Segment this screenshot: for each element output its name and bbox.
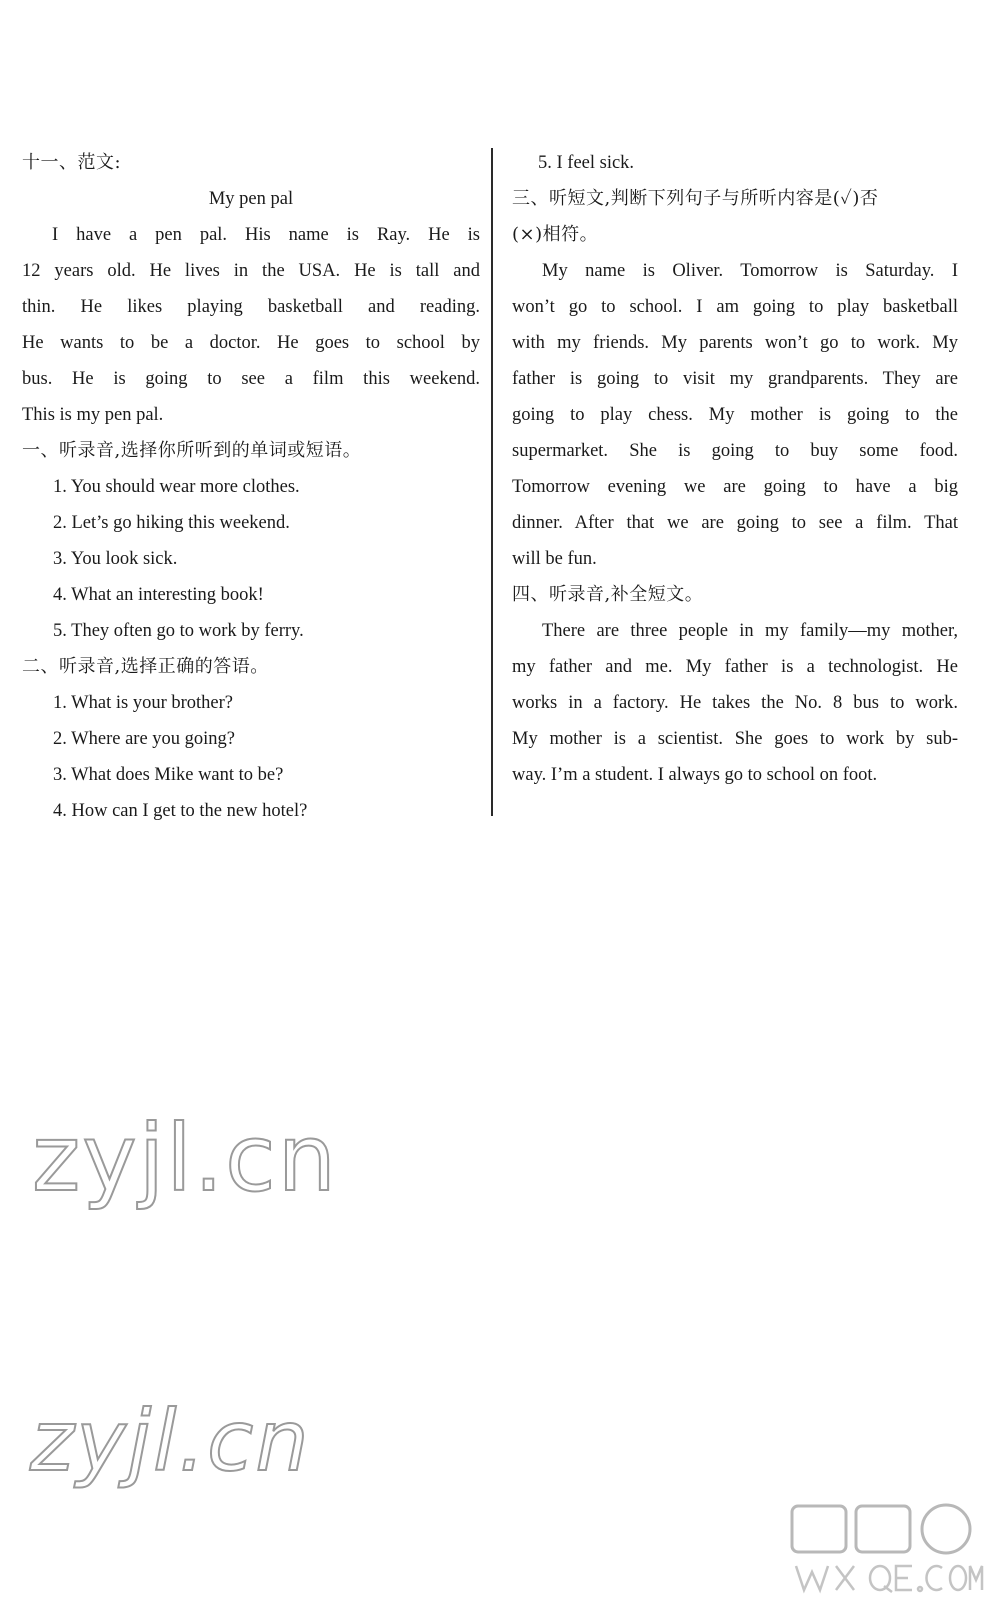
section3-heading-cont: (×)相符。 — [512, 224, 599, 245]
section4-line: my father and me. My father is a technologist. He — [512, 657, 958, 677]
section3-line: won’t go to school. I am going to play basketball — [512, 297, 958, 317]
section4-line: way. I’m a student. I always go to school on foot. — [512, 765, 878, 785]
essay-heading: 十一、范文: — [22, 152, 122, 173]
section1-item: 5. They often go to work by ferry. — [53, 621, 304, 641]
section3-line: Tomorrow evening we are going to have a big — [512, 477, 958, 497]
section2-item: 4. How can I get to the new hotel? — [53, 801, 308, 821]
section2-item: 1. What is your brother? — [53, 693, 233, 713]
section4-line: works in a factory. He takes the No. 8 bus to work. — [512, 693, 958, 713]
section3-line: going to play chess. My mother is going to the — [512, 405, 958, 425]
section2-heading: 二、听录音,选择正确的答语。 — [22, 656, 269, 677]
section3-line: with my friends. My parents won’t go to work. My — [512, 333, 958, 353]
section3-line: will be fun. — [512, 549, 597, 569]
essay-line: He wants to be a doctor. He goes to school by — [22, 333, 480, 353]
section3-line: father is going to visit my grandparents. They are — [512, 369, 958, 389]
section2-item: 2. Where are you going? — [53, 729, 236, 749]
essay-line: thin. He likes playing basketball and reading. — [22, 297, 480, 317]
right-column — [512, 145, 958, 793]
essay-line: 12 years old. He lives in the USA. He is tall and — [22, 261, 480, 281]
site-logo — [786, 1500, 986, 1596]
section4-heading: 四、听录音,补全短文。 — [512, 584, 704, 605]
watermark: zyjl.cn — [32, 1105, 338, 1212]
watermark: zyjl.cn — [30, 1392, 311, 1490]
section1-heading: 一、听录音,选择你所听到的单词或短语。 — [22, 440, 362, 461]
section1-item: 1. You should wear more clothes. — [53, 477, 300, 497]
column-divider — [491, 148, 493, 816]
section3-line: supermarket. She is going to buy some food. — [512, 441, 958, 461]
section4-line: There are three people in my family—my mother, — [542, 621, 958, 641]
essay-title: My pen pal — [208, 189, 294, 209]
section1-item: 2. Let’s go hiking this weekend. — [53, 513, 290, 533]
section2-item: 3. What does Mike want to be? — [53, 765, 284, 785]
left-column — [22, 145, 480, 829]
section3-line: My name is Oliver. Tomorrow is Saturday. I — [542, 261, 958, 281]
essay-line: I have a pen pal. His name is Ray. He is — [52, 225, 480, 245]
section1-item: 4. What an interesting book! — [53, 585, 264, 605]
section2-item: 5. I feel sick. — [538, 153, 635, 173]
section1-item: 3. You look sick. — [53, 549, 178, 569]
section4-line: My mother is a scientist. She goes to work by sub- — [512, 729, 958, 749]
essay-line: bus. He is going to see a film this weekend. — [22, 369, 480, 389]
section3-heading: 三、听短文,判断下列句子与所听内容是(✓)否 — [512, 188, 879, 209]
section3-line: dinner. After that we are going to see a film. That — [512, 513, 958, 533]
essay-line: This is my pen pal. — [22, 405, 164, 425]
